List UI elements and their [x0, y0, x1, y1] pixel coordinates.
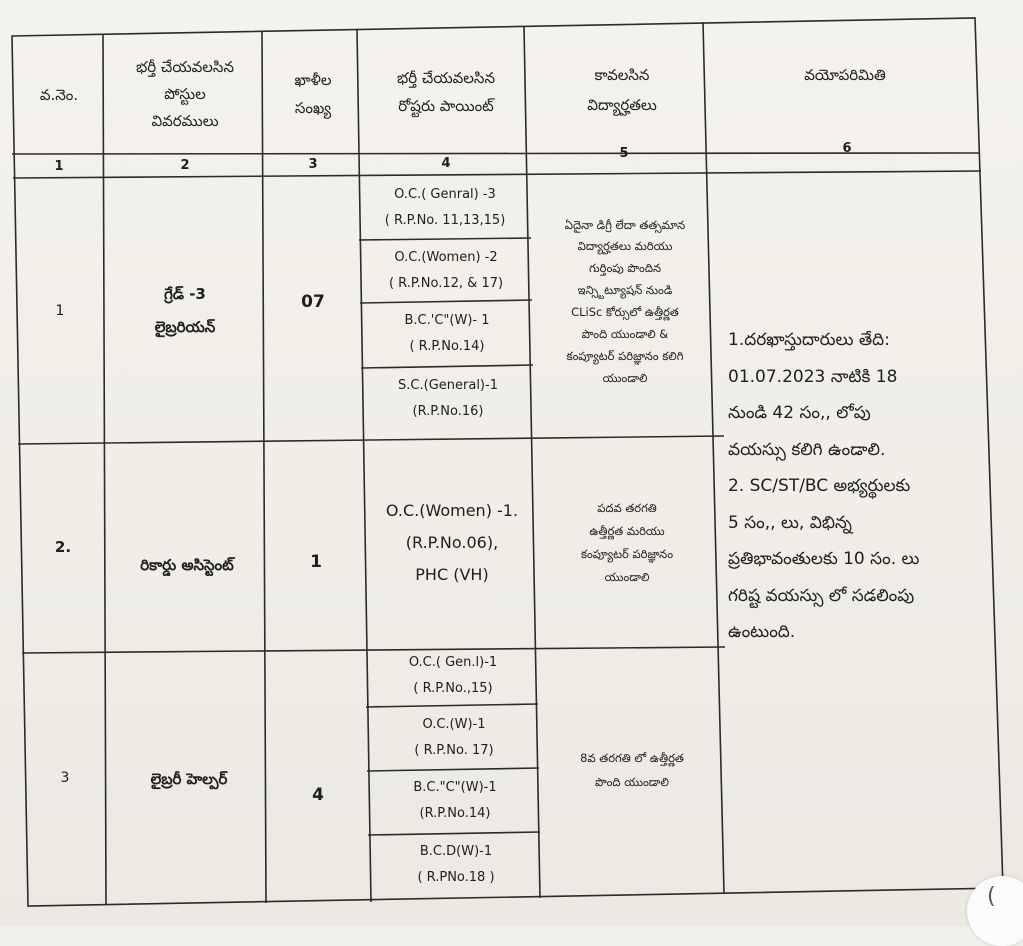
- row-3-roster-3: B.C."C"(W)-1 (R.P.No.14): [413, 780, 497, 821]
- column-number-3: 3: [308, 156, 318, 172]
- page-curl-corner: (: [967, 876, 1023, 946]
- column-number-5: 5: [619, 145, 629, 161]
- column-number-2: 2: [180, 157, 190, 173]
- row-1-qualification: ఏదైనా డిగ్రీ లేదా తత్సమాన విద్యార్హతలు మరియు గుర్తింపు పొందిన ఇన్స్టిట్యూషన్ నుండి CLiSc కోర్సులో ఉత్తీర్ణత పొంది యుండాలి & కంప్యూటర్ పరిజ్ఞానం కలిగి యుండాలి: [564, 217, 686, 385]
- row-3-vacancies: 4: [312, 784, 324, 805]
- column-number-4: 4: [441, 155, 451, 171]
- row-1-roster-4: S.C.(General)-1 (R.P.No.16): [398, 378, 498, 419]
- age-limit-text: 1.దరఖాస్తుదారులు తేది: 01.07.2023 నాటికి 18 నుండి 42 సం,, లోపు వయస్సు కలిగి ఉండాలి. 2. SC/ST/BC అభ్యర్థులకు 5 సం,, లు, విభిన్న ప్రతిభావంతులకు 10 సం. లు గరిష్ట వయస్సు లో సడలింపు ఉంటుంది.: [728, 330, 920, 643]
- row-2-vacancies: 1: [310, 551, 322, 572]
- row-2-qualification: పదవ తరగతి ఉత్తీర్ణత మరియు కంప్యూటర్ పరిజ్ఞానం యుండాలి: [580, 501, 674, 584]
- row-3-post-name: లైబ్రరీ హెల్పర్: [150, 770, 228, 789]
- row-3-roster-2: O.C.(W)-1 ( R.P.No. 17): [414, 717, 494, 758]
- header-age-limit: వయోపరిమితి: [804, 66, 886, 85]
- column-number-1: 1: [54, 158, 64, 174]
- row-1-roster-2: O.C.(Women) -2 ( R.P.No.12, & 17): [388, 250, 504, 291]
- header-vacancy-count: ఖాళీల సంఖ్య: [294, 70, 332, 117]
- row-2-serial: 2.: [54, 538, 72, 557]
- column-number-6: 6: [842, 140, 852, 156]
- row-2-roster: O.C.(Women) -1. (R.P.No.06), PHC (VH): [385, 501, 519, 584]
- row-1-roster-3: B.C.'C"(W)- 1 ( R.P.No.14): [404, 313, 490, 354]
- row-3-qualification: 8వ తరగతి లో ఉత్తీర్ణత పొంది యుండాలి: [580, 750, 684, 789]
- row-1-roster-1: O.C.( Genral) -3 ( R.P.No. 11,13,15): [384, 187, 506, 228]
- row-1-vacancies: 07: [301, 292, 325, 313]
- header-qualification: కావలసిన విద్యార్హతలు: [587, 66, 657, 114]
- row-2-post-name: రికార్డు అసిస్టెంట్: [140, 556, 234, 575]
- row-3-roster-1: O.C.( Gen.l)-1 ( R.P.No.,15): [408, 655, 498, 696]
- row-1-post-name: గ్రేడ్ -3 లైబ్రరియన్: [154, 285, 216, 336]
- row-1-serial: 1: [55, 302, 65, 319]
- row-3-roster-4: B.C.D(W)-1 ( R.PNo.18 ): [417, 844, 495, 885]
- row-3-serial: 3: [60, 769, 70, 786]
- header-serial-number: వ.నెం.: [39, 86, 79, 105]
- header-roster-point: భర్తీ చేయవలసిన రోష్టరు పాయింట్: [397, 68, 495, 115]
- header-post-details: భర్తీ చేయవలసిన పోస్టుల వివరములు: [136, 57, 234, 130]
